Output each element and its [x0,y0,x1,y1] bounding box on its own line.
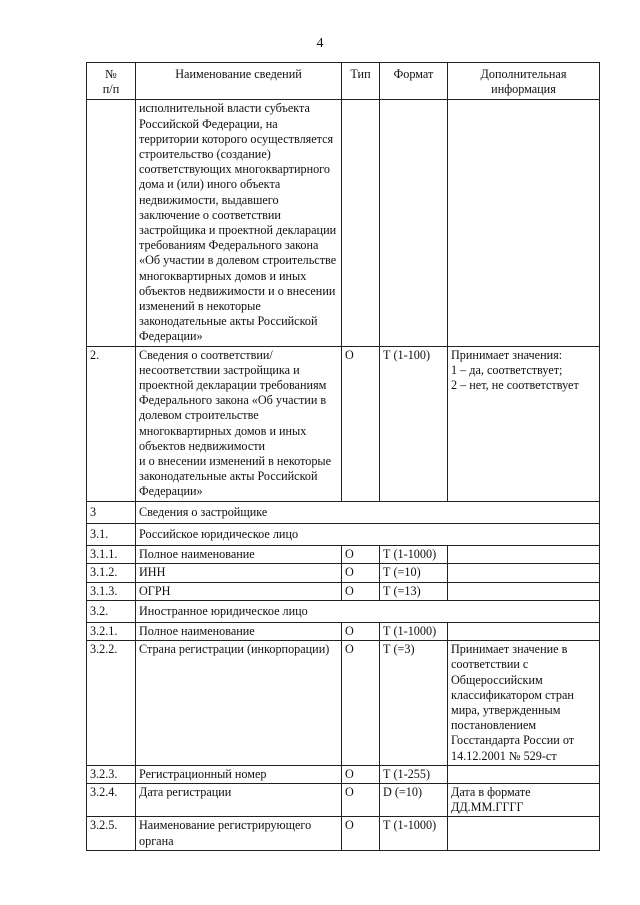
cell-name: Сведения о соответствии/несоответствии застройщика и проектной декларации требованиям Федерального закона «Об участии в долевом строительстве многоквартирных домов и иных объектов недвижимости и о внесении изменений в некоторые законодательные акты Российской Федерации» [136,346,342,501]
section-title: Иностранное юридическое лицо [136,600,600,622]
header-format: Формат [380,63,448,100]
cell-number [87,100,136,346]
cell-info [448,817,600,850]
cell-type: О [342,582,380,600]
cell-format [380,100,448,346]
header-additional-info: Дополнительная информация [448,63,600,100]
table-header-row [87,63,600,100]
cell-format: Т (=3) [380,641,448,766]
cell-name: Дата регистрации [136,783,342,816]
cell-type: О [342,564,380,582]
section-row [87,501,600,523]
cell-name: Страна регистрации (инкорпорации) [136,641,342,766]
cell-number: 3.2.3. [87,765,136,783]
cell-info [448,546,600,564]
header-number: № п/п [87,63,136,100]
cell-number: 3.2.1. [87,622,136,640]
cell-number: 3 [87,501,136,523]
table-row [87,783,600,816]
cell-name: ОГРН [136,582,342,600]
cell-type: О [342,622,380,640]
table-row [87,817,600,850]
cell-format: D (=10) [380,783,448,816]
cell-number: 2. [87,346,136,501]
cell-name: Полное наименование [136,546,342,564]
cell-number: 3.2. [87,600,136,622]
table-row [87,346,600,501]
table-row [87,582,600,600]
cell-type: О [342,783,380,816]
cell-info: Дата в формате ДД.ММ.ГГГГ [448,783,600,816]
header-type: Тип [342,63,380,100]
cell-type: О [342,346,380,501]
data-table [86,62,600,851]
cell-name: Полное наименование [136,622,342,640]
cell-info [448,582,600,600]
cell-type: О [342,817,380,850]
cell-info: Принимает значение в соответствии с Общероссийским классификатором стран мира, утвержденным постановлением Госстандарта России от 14.12.2001 № 529-ст [448,641,600,766]
cell-name: исполнительной власти субъекта Российской Федерации, на территории которого осуществляется строительство (создание) соответствующих многоквартирного дома и (или) иного объекта недвижимости, выдавшего заключение о соответствии застройщика и проектной декларации требованиям Федерального закона «Об участии в долевом строительстве многоквартирных домов и иных объектов недвижимости и о внесении изменений в некоторые законодательные акты Российской Федерации» [136,100,342,346]
cell-info: Принимает значения: 1 – да, соответствует; 2 – нет, не соответствует [448,346,600,501]
cell-type: О [342,641,380,766]
cell-number: 3.1.2. [87,564,136,582]
cell-format: Т (1-1000) [380,622,448,640]
cell-number: 3.2.4. [87,783,136,816]
cell-type: О [342,765,380,783]
cell-info [448,100,600,346]
cell-format: Т (1-255) [380,765,448,783]
cell-type: О [342,546,380,564]
cell-info [448,622,600,640]
cell-format: Т (1-100) [380,346,448,501]
table-row [87,564,600,582]
section-row [87,523,600,545]
table-row [87,765,600,783]
section-title: Российское юридическое лицо [136,523,600,545]
cell-name: ИНН [136,564,342,582]
header-name: Наименование сведений [136,63,342,100]
cell-type [342,100,380,346]
section-row [87,600,600,622]
cell-number: 3.2.5. [87,817,136,850]
cell-number: 3.1.1. [87,546,136,564]
cell-format: Т (1-1000) [380,546,448,564]
cell-number: 3.1.3. [87,582,136,600]
cell-number: 3.1. [87,523,136,545]
cell-format: Т (=10) [380,564,448,582]
cell-name: Наименование регистрирующего органа [136,817,342,850]
section-title: Сведения о застройщике [136,501,600,523]
table-row [87,641,600,766]
cell-name: Регистрационный номер [136,765,342,783]
page-number: 4 [316,36,324,51]
cell-number: 3.2.2. [87,641,136,766]
cell-info [448,564,600,582]
table-row [87,622,600,640]
cell-format: Т (1-1000) [380,817,448,850]
cell-info [448,765,600,783]
table-row [87,100,600,346]
cell-format: Т (=13) [380,582,448,600]
table-row [87,546,600,564]
